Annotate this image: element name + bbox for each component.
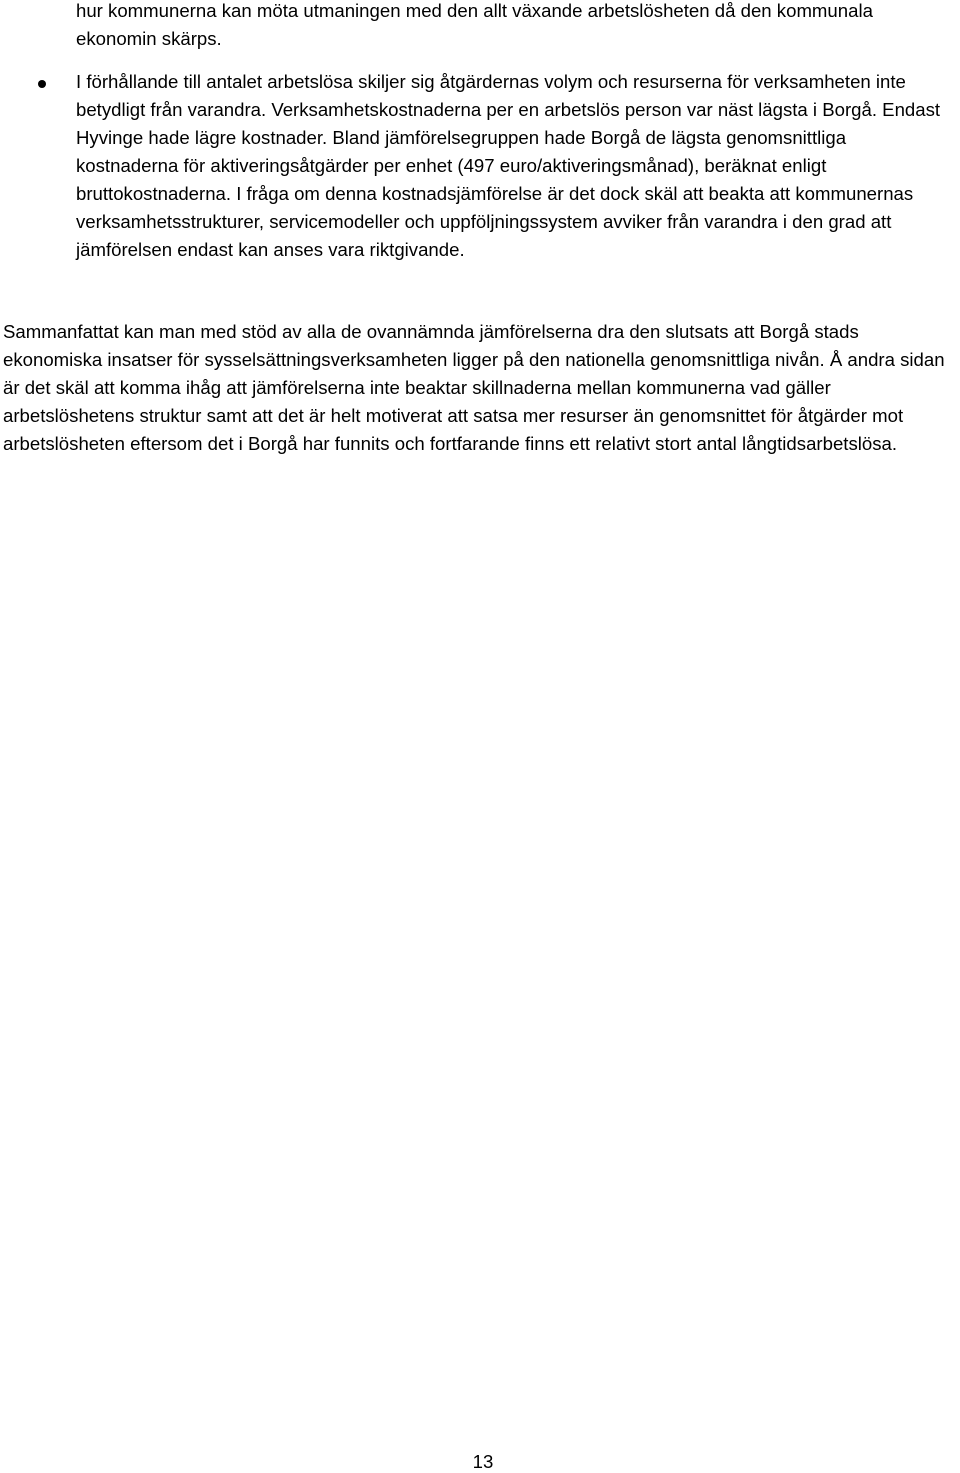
continued-paragraph: hur kommunerna kan möta utmaningen med den allt växande arbetslösheten då den kommunala ekonomin skärps. [76,0,873,49]
page-number: 13 [472,1451,494,1472]
bullet-list-item: I förhållande till antalet arbetslösa skiljer sig åtgärdernas volym och resurserna för verksamheten inte betydligt från varandra. Verksamhetskostnaderna per en arbetslös person var näst lägsta i Borgå. Endast Hyvinge hade lägre kostnader. Bland jämförelsegruppen hade Borgå de lägsta genomsnittliga kostnaderna för aktiveringsåtgärder per enhet (497 euro/aktiveringsmånad), beräknat enligt bruttokostnaderna. I fråga om denna kostnadsjämförelse är det dock skäl att beakta att kommunernas verksamhetsstrukturer, servicemodeller och uppföljningssystem avviker från varandra i den grad att jämförelsen endast kan anses vara riktgivande. [76,71,941,260]
bullet-icon [38,80,46,88]
summary-paragraph: Sammanfattat kan man med stöd av alla de ovannämnda jämförelserna dra den slutsats att Borgå stads ekonomiska insatser för sysselsättningsverksamheten ligger på den nationella genomsnittliga nivån. Å andra sidan är det skäl att komma ihåg att jämförelserna inte beaktar skillnaderna mellan kommunerna vad gäller arbetslöshetens struktur samt att det är helt motiverat att satsa mer resurser än genomsnittet för åtgärder mot arbetslösheten eftersom det i Borgå har funnits och fortfarande finns ett relativt stort antal långtidsarbetslösa. [3,321,945,454]
